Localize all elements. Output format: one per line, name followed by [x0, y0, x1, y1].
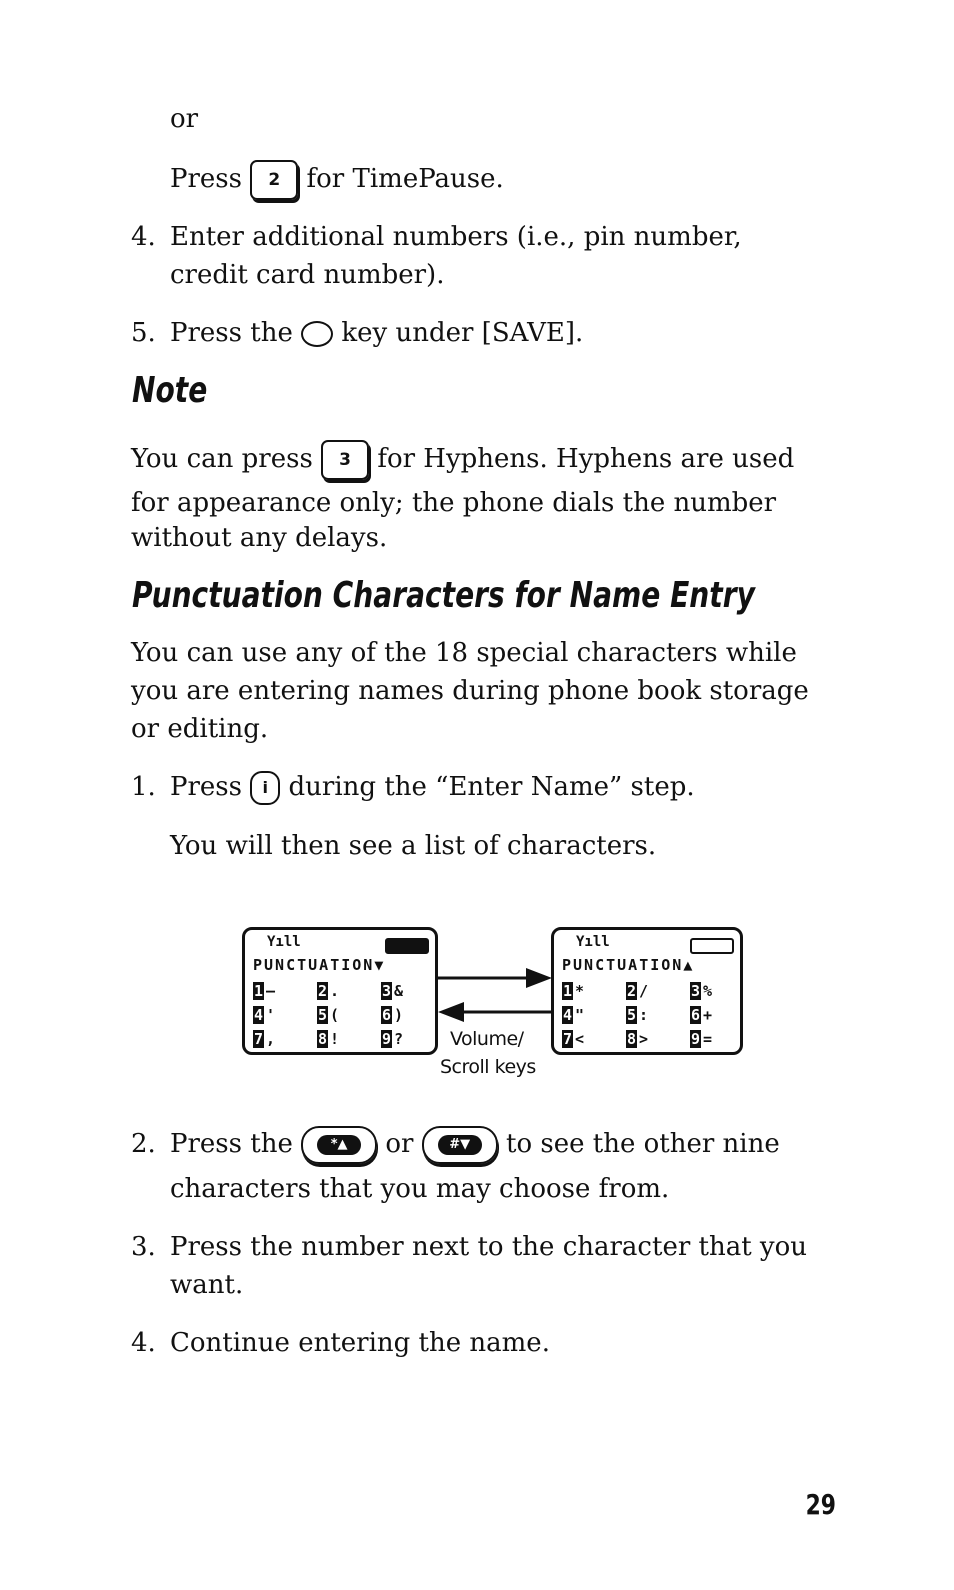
left-arrow-icon — [438, 1002, 464, 1022]
cell-number: 7 — [253, 1030, 264, 1048]
timepause-text: for TimePause. — [306, 164, 504, 194]
left-phone-screen — [242, 927, 438, 1055]
cell-number: 8 — [317, 1030, 328, 1048]
note-text-b: for Hyphens. Hyphens are used — [377, 444, 795, 474]
cell-character: * — [575, 982, 585, 1000]
star-up-key-icon: *▲ — [301, 1126, 377, 1164]
screen-title: PUNCTUATION▲ — [562, 956, 695, 974]
step-5-text-b: key under [SAVE]. — [341, 318, 584, 348]
punctuation-cell — [626, 982, 648, 1000]
soft-key-icon — [301, 321, 333, 347]
cell-number: 9 — [381, 1030, 392, 1048]
step-1-text-b: during the “Enter Name” step. — [288, 772, 695, 802]
cell-number: 4 — [562, 1006, 573, 1024]
note-line-1 — [131, 440, 794, 480]
cell-character: + — [703, 1006, 713, 1024]
cell-number: 3 — [690, 982, 701, 1000]
menu-key-icon: i — [250, 771, 280, 805]
cell-number: 3 — [381, 982, 392, 1000]
step-3-line-2: want. — [170, 1270, 244, 1300]
cell-character: " — [575, 1006, 585, 1024]
cell-number: 8 — [626, 1030, 637, 1048]
punctuation-cell — [317, 1030, 339, 1048]
screen-title: PUNCTUATION▼ — [253, 956, 386, 974]
para-line-1: You can use any of the 18 special characters while — [131, 638, 797, 668]
or-text: or — [170, 104, 199, 134]
cell-number: 6 — [690, 1006, 701, 1024]
step-5-line — [170, 314, 583, 352]
step-2-text-b: to see the other nine — [506, 1129, 780, 1159]
cell-character: . — [330, 982, 340, 1000]
step-2-text-a: Press the — [170, 1129, 293, 1159]
punctuation-cell — [562, 1030, 584, 1048]
note-line-2: for appearance only; the phone dials the number — [131, 488, 777, 518]
cell-number: 9 — [690, 1030, 701, 1048]
cell-character: < — [575, 1030, 585, 1048]
punctuation-cell — [317, 982, 339, 1000]
step-3-line-1: Press the number next to the character that you — [170, 1232, 808, 1262]
cell-number: 2 — [626, 982, 637, 1000]
press-text: Press — [170, 164, 242, 194]
punctuation-cell — [317, 1006, 339, 1024]
diagram-label-line-2: Scroll keys — [440, 1056, 536, 1078]
step-5-number: 5. — [131, 318, 156, 348]
cell-character: – — [266, 982, 276, 1000]
punctuation-cell — [626, 1006, 648, 1024]
cell-character: % — [703, 982, 713, 1000]
step-1-line — [170, 768, 695, 806]
punctuation-cell — [381, 1006, 403, 1024]
signal-icon: Yıll — [267, 934, 301, 950]
step-1-sub: You will then see a list of characters. — [170, 831, 657, 861]
battery-icon — [385, 938, 429, 954]
diagram-label-line-1: Volume/ — [450, 1028, 524, 1050]
hash-down-key-icon: #▼ — [422, 1126, 498, 1164]
punctuation-cell — [253, 1006, 275, 1024]
step-2-line-1 — [170, 1125, 780, 1164]
step-3-number: 3. — [131, 1232, 156, 1262]
note-line-3: without any delays. — [131, 523, 388, 553]
punctuation-cell — [690, 982, 712, 1000]
key-2-icon: 2 — [250, 160, 298, 200]
step-2-line-2: characters that you may choose from. — [170, 1174, 670, 1204]
battery-icon — [690, 938, 734, 954]
cell-number: 5 — [626, 1006, 637, 1024]
cell-number: 7 — [562, 1030, 573, 1048]
punctuation-cell — [626, 1030, 648, 1048]
cell-character: ? — [394, 1030, 404, 1048]
note-heading: Note — [132, 370, 208, 411]
cell-character: & — [394, 982, 404, 1000]
cell-number: 2 — [317, 982, 328, 1000]
punctuation-cell — [253, 982, 275, 1000]
step-4-line-2: credit card number). — [170, 260, 445, 290]
cell-number: 5 — [317, 1006, 328, 1024]
cell-character: : — [639, 1006, 649, 1024]
page-number: 29 — [805, 1488, 836, 1521]
step-4b-line: Continue entering the name. — [170, 1328, 550, 1358]
punctuation-cell — [381, 982, 403, 1000]
punctuation-cell — [562, 982, 584, 1000]
step-1-number: 1. — [131, 772, 156, 802]
punctuation-cell — [690, 1030, 712, 1048]
cell-number: 4 — [253, 1006, 264, 1024]
punctuation-cell — [253, 1030, 275, 1048]
step-2-or: or — [385, 1129, 414, 1159]
cell-number: 1 — [253, 982, 264, 1000]
cell-character: > — [639, 1030, 649, 1048]
step-5-text-a: Press the — [170, 318, 293, 348]
punctuation-cell — [690, 1006, 712, 1024]
para-line-3: or editing. — [131, 714, 269, 744]
step-1-text-a: Press — [170, 772, 242, 802]
cell-character: , — [266, 1030, 276, 1048]
cell-character: = — [703, 1030, 713, 1048]
timepause-line — [170, 160, 504, 200]
punctuation-cell — [562, 1006, 584, 1024]
cell-number: 1 — [562, 982, 573, 1000]
cell-character: ( — [330, 1006, 340, 1024]
note-text-a: You can press — [131, 444, 313, 474]
right-phone-screen — [551, 927, 743, 1055]
step-4-number: 4. — [131, 222, 156, 252]
step-2-number: 2. — [131, 1129, 156, 1159]
cell-character: / — [639, 982, 649, 1000]
scroll-arrows — [430, 960, 560, 1030]
section-heading: Punctuation Characters for Name Entry — [132, 575, 755, 616]
punctuation-cell — [381, 1030, 403, 1048]
signal-icon: Yıll — [576, 934, 610, 950]
cell-character: ) — [394, 1006, 404, 1024]
step-4b-number: 4. — [131, 1328, 156, 1358]
cell-character: ! — [330, 1030, 340, 1048]
key-3-icon: 3 — [321, 440, 369, 480]
step-4-line-1: Enter additional numbers (i.e., pin number, — [170, 222, 742, 252]
cell-number: 6 — [381, 1006, 392, 1024]
para-line-2: you are entering names during phone book storage — [131, 676, 809, 706]
right-arrow-icon — [526, 968, 552, 988]
cell-character: ' — [266, 1006, 276, 1024]
